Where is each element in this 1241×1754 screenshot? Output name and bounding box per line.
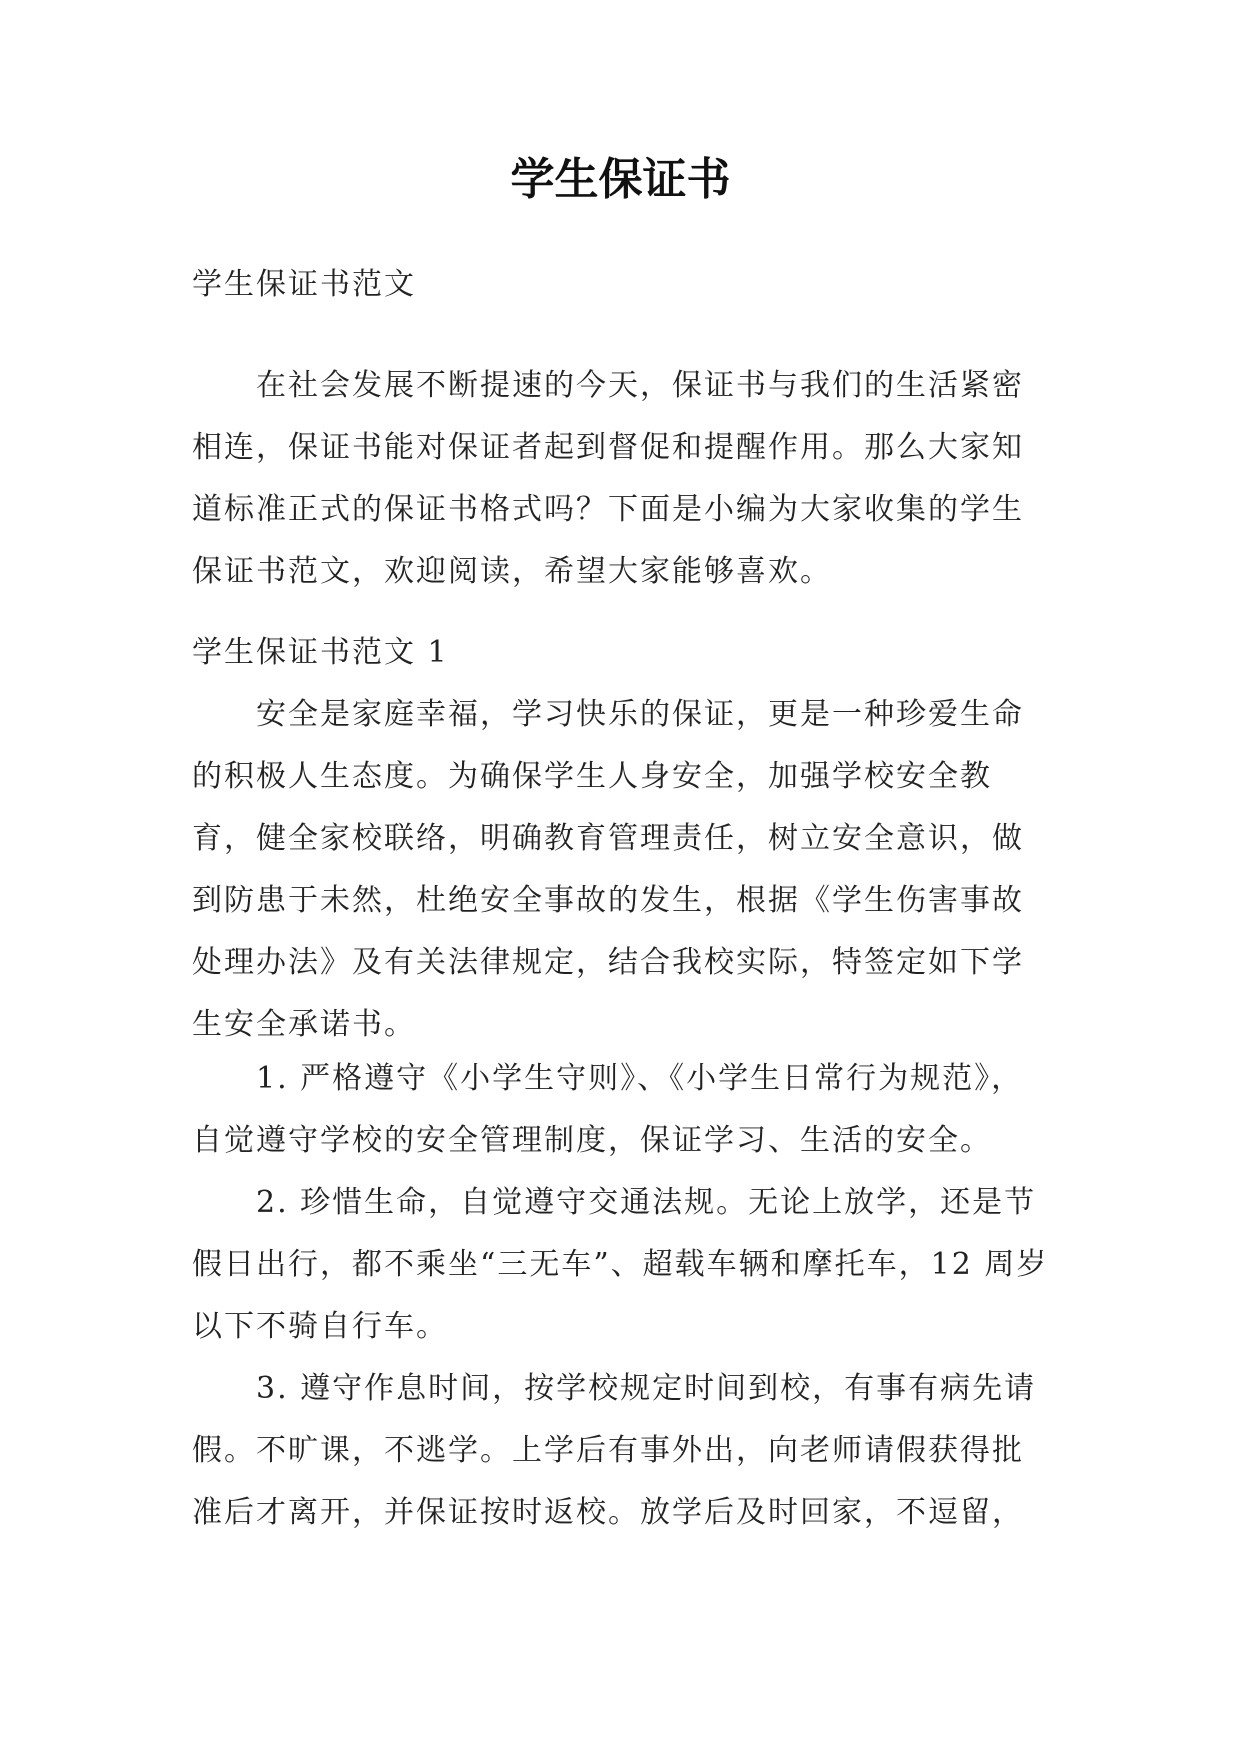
document-subtitle: 学生保证书范文: [192, 267, 416, 302]
section-paragraph: 安全是家庭幸福，学习快乐的保证，更是一种珍爱生命的积极人生态度。为确保学生人身安全，加强学校安全教育，健全家校联络，明确教育管理责任，树立安全意识，做到防患于未然，杜绝安全事故的发生，根据《学生伤害事故处理办法》及有关法律规定，结合我校实际，特签定如下学生安全承诺书。: [192, 697, 1024, 1042]
list-item: 2. 珍惜生命，自觉遵守交通法规。无论上放学，还是节假日出行，都不乘坐“三无车”、超载车辆和摩托车，12 周岁以下不骑自行车。: [192, 1185, 1049, 1344]
section-heading: 学生保证书范文 1: [192, 635, 449, 670]
intro-paragraph: 在社会发展不断提速的今天，保证书与我们的生活紧密相连，保证书能对保证者起到督促和提醒作用。那么大家知道标准正式的保证书格式吗？下面是小编为大家收集的学生保证书范文，欢迎阅读，希望大家能够喜欢。: [192, 368, 1024, 589]
list-item: 3. 遵守作息时间，按学校规定时间到校，有事有病先请假。不旷课，不逃学。上学后有事外出，向老师请假获得批准后才离开，并保证按时返校。放学后及时回家，不逗留，: [192, 1371, 1037, 1530]
document-title: 学生保证书: [510, 154, 731, 205]
list-item: 1. 严格遵守《小学生守则》、《小学生日常行为规范》，自觉遵守学校的安全管理制度，保证学习、生活的安全。: [192, 1061, 1024, 1158]
